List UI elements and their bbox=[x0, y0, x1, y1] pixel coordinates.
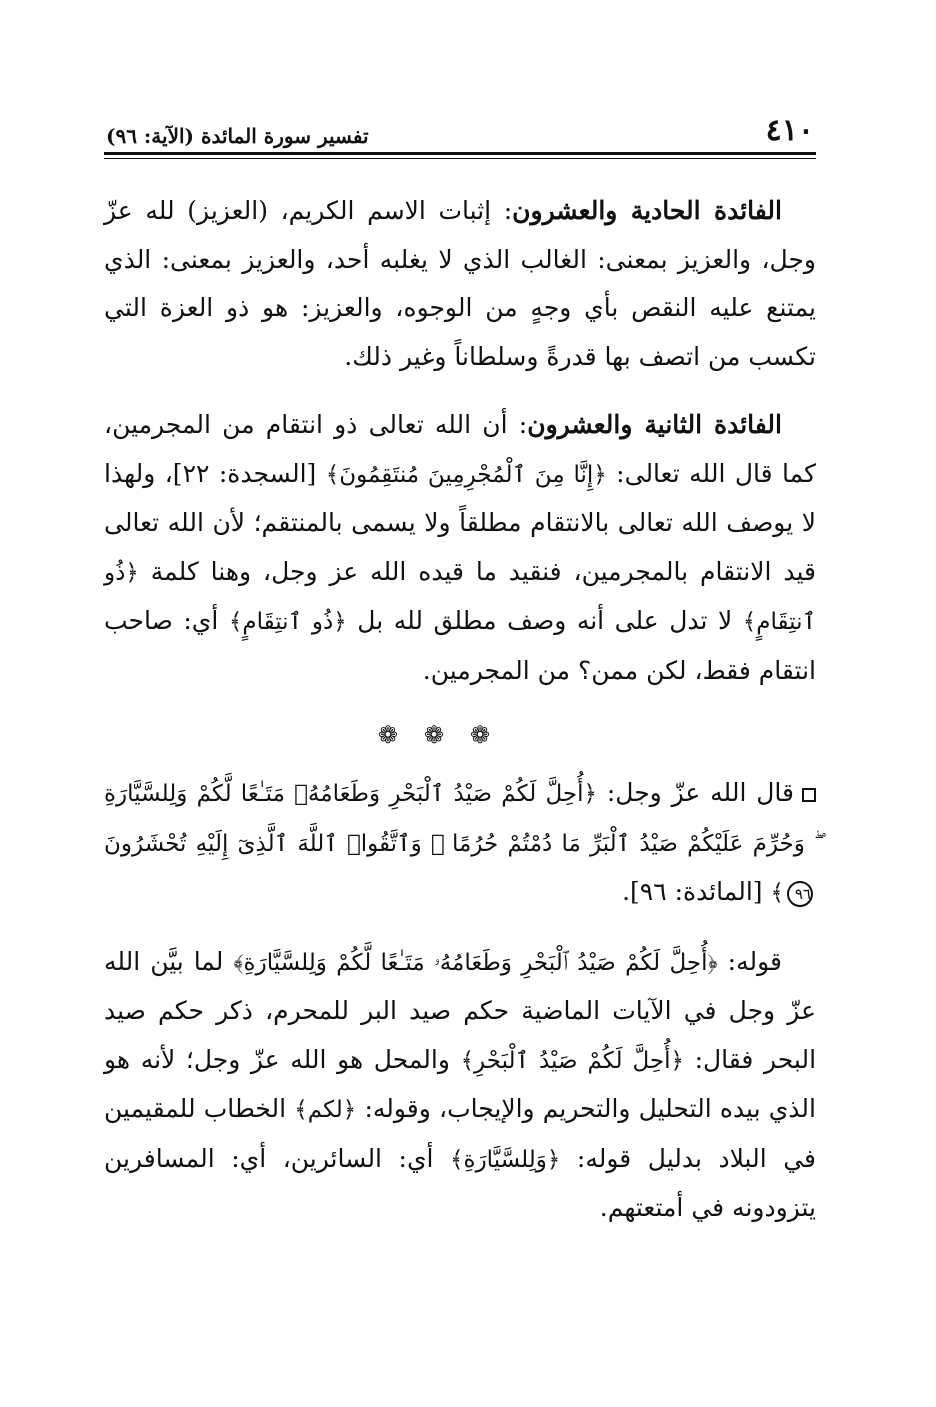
running-title: تفسير سورة المائدة (الآية: ٩٦) bbox=[106, 124, 369, 148]
quran-quote: ﴿إِنَّا مِنَ ٱلْمُجْرِمِينَ مُنتَقِمُونَ﴾ bbox=[325, 461, 607, 488]
commentary-text-e: أي: السائرين، أي: المسافرين يتزودونه في أمتعتهم. bbox=[104, 1143, 816, 1222]
benefit-22-text-a: : أن الله تعالى ذو انتقام من المجرمين، كما قال الله تعالى: bbox=[104, 410, 816, 488]
commentary-text-b: لما بيَّن الله عزّ وجل في الآيات الماضية حكم صيد البر للمحرم، ذكر حكم صيد البحر فقال: bbox=[104, 946, 817, 1074]
quran-quote: ﴿لكم﴾ bbox=[294, 1097, 357, 1123]
header-rule-thick bbox=[104, 152, 816, 155]
verse-intro: قال الله عزّ وجل: bbox=[597, 778, 794, 807]
quran-quote: ﴿ذُو ٱنتِقَامٍ﴾ bbox=[104, 559, 816, 635]
book-page bbox=[104, 112, 816, 1233]
verse-paragraph bbox=[104, 769, 816, 918]
benefit-22-heading: الفائدة الثانية والعشرون bbox=[527, 410, 782, 439]
benefit-22-text-b: [السجدة: ٢٢]، ولهذا لا يوصف الله تعالى بالانتقام مطلقاً ولا يسمى بالمنتقم؛ لأن الله تعالى قيد الانتقام بالمجرمين، فنقيد ما قيده الله عز وجل، وهنا كلمة bbox=[104, 458, 816, 586]
benefit-21-heading: الفائدة الحادية والعشرون bbox=[512, 196, 782, 225]
verse-quran-text: ﴿أُحِلَّ لَكُمْ صَيْدُ ٱلْبَحْرِ وَطَعَامُهُۥ مَتَـٰعًا لَّكُمْ وَلِلسَّيَّارَةِ ۖ وَحُرِّمَ عَلَيْكُمْ صَيْدُ ٱلْبَرِّ مَا دُمْتُمْ حُرُمًا ۗ وَٱتَّقُوا۟ ٱللَّهَ ٱلَّذِىٓ إِلَيْهِ تُحْشَرُونَ bbox=[104, 781, 815, 857]
paragraph-benefit-22 bbox=[104, 401, 816, 695]
paragraph-benefit-21 bbox=[104, 187, 816, 381]
benefit-21-text: : إثبات الاسم الكريم، (العزيز) لله عزّ وجل، والعزيز بمعنى: الغالب الذي لا يغلبه أحد، والعزيز بمعنى: الذي يمتنع عليه النقص بأي وجهٍ من الوجوه، والعزيز: هو ذو العزة التي تكسب من اتصف بها قدرةً وسلطاناً وغير ذلك. bbox=[104, 196, 816, 371]
verse-quran-close: ﴾ bbox=[770, 880, 784, 906]
page-number: ٤١٠ bbox=[765, 113, 814, 148]
commentary-text-d: الخطاب للمقيمين في البلاد بدليل قوله: bbox=[104, 1094, 816, 1173]
quran-quote: ﴿وَلِلسَّيَّارَةِ﴾ bbox=[450, 1146, 561, 1173]
verse-block bbox=[104, 769, 816, 918]
header-rule-thin bbox=[104, 158, 816, 159]
commentary-text-a: قوله: bbox=[717, 946, 782, 976]
quran-quote: ﴿أُحِلَّ لَكُمْ صَيْدُ ٱلْبَحْرِ﴾ bbox=[460, 1047, 684, 1074]
page-content bbox=[104, 187, 816, 1233]
verse-number-marker: ٩٦ bbox=[787, 881, 813, 907]
square-bullet-icon bbox=[802, 788, 816, 802]
benefit-22-text-d: أي: صاحب انتقام فقط، لكن ممن؟ من المجرمين. bbox=[104, 606, 816, 685]
verse-reference: [المائدة: ٩٦]. bbox=[622, 877, 771, 906]
commentary-text-c: والمحل هو الله عزّ وجل؛ لأنه هو الذي بيده التحليل والتحريم والإيجاب، وقوله: bbox=[104, 1044, 816, 1123]
quran-quote: ﴿ذُو ٱنتِقَامٍ﴾ bbox=[228, 609, 347, 635]
benefit-22-text-c: لا تدل على أنه وصف مطلق لله بل bbox=[346, 606, 743, 635]
paragraph-commentary bbox=[104, 938, 816, 1233]
section-separator: ❁❁❁ bbox=[377, 721, 517, 749]
page-header bbox=[104, 112, 816, 146]
quran-quote: ﴿أُحِلَّ لَكُمْ صَيْدُ ٱلْبَحْرِ وَطَعَامُهُۥ مَتَـٰعًا لَّكُمْ وَلِلسَّيَّارَةِ﴾ bbox=[233, 949, 718, 976]
